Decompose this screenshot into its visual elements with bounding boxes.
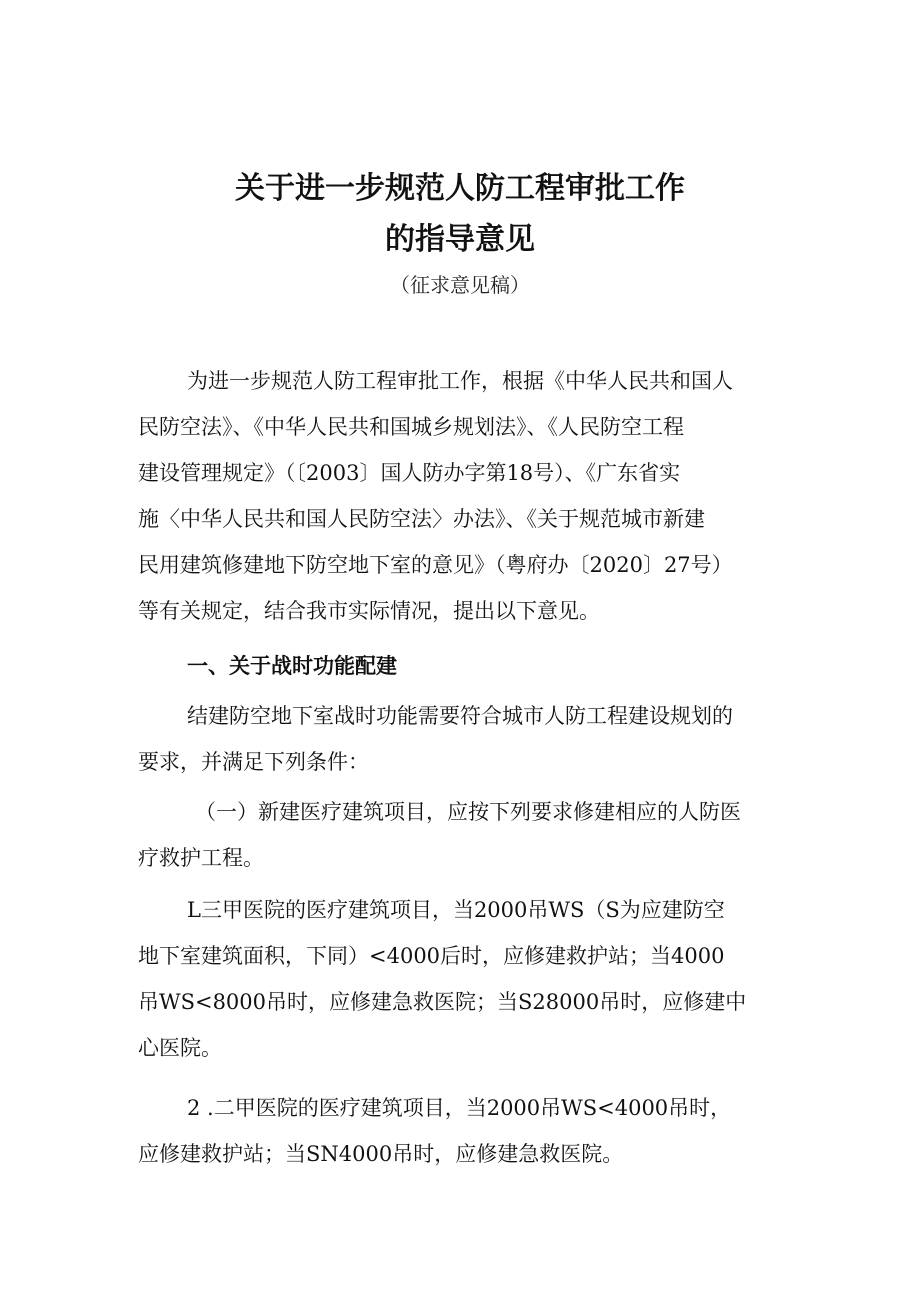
section-heading-1: 一、关于战时功能配建: [187, 654, 397, 678]
item1-line-2: 疗救护工程。: [138, 846, 264, 870]
sub1-line-3: 吊WS<8000吊时，应修建急救医院；当S28000吊时，应修建中: [138, 990, 747, 1014]
section1-para-line-2: 要求，并满足下列条件：: [138, 750, 369, 774]
sub1-line-1: L三甲医院的医疗建筑项目，当2000吊WS（S为应建防空: [187, 898, 725, 922]
sub1-line-4: 心医院。: [138, 1036, 222, 1060]
sub2-line-1: 2 .二甲医院的医疗建筑项目，当2000吊WS<4000吊时，: [187, 1096, 732, 1120]
sub2-line-2: 应修建救护站；当SN4000吊时，应修建急救医院。: [138, 1142, 624, 1166]
intro-line-3: 建设管理规定》（〔2003〕国人防办字第18号）、《广东省实: [138, 461, 681, 485]
document-subtitle: （征求意见稿）: [390, 273, 530, 297]
intro-line-2: 民防空法》、《中华人民共和国城乡规划法》、《人民防空工程: [138, 415, 684, 439]
document-title-line2: 的指导意见: [385, 222, 535, 257]
intro-line-1: 为进一步规范人防工程审批工作，根据《中华人民共和国人: [187, 369, 733, 393]
section1-para-line-1: 结建防空地下室战时功能需要符合城市人防工程建设规划的: [187, 704, 733, 728]
document-title-line1: 关于进一步规范人防工程审批工作: [235, 171, 685, 206]
intro-line-4: 施〈中华人民共和国人民防空法〉办法》、《关于规范城市新建: [138, 507, 705, 531]
sub1-line-2: 地下室建筑面积，下同）<4000后时，应修建救护站；当4000: [138, 944, 725, 968]
intro-line-6: 等有关规定，结合我市实际情况，提出以下意见。: [138, 599, 600, 623]
intro-line-5: 民用建筑修建地下防空地下室的意见》（粤府办〔2020〕27号）: [138, 553, 733, 577]
item1-line-1: （一）新建医疗建筑项目，应按下列要求修建相应的人防医: [195, 800, 741, 824]
